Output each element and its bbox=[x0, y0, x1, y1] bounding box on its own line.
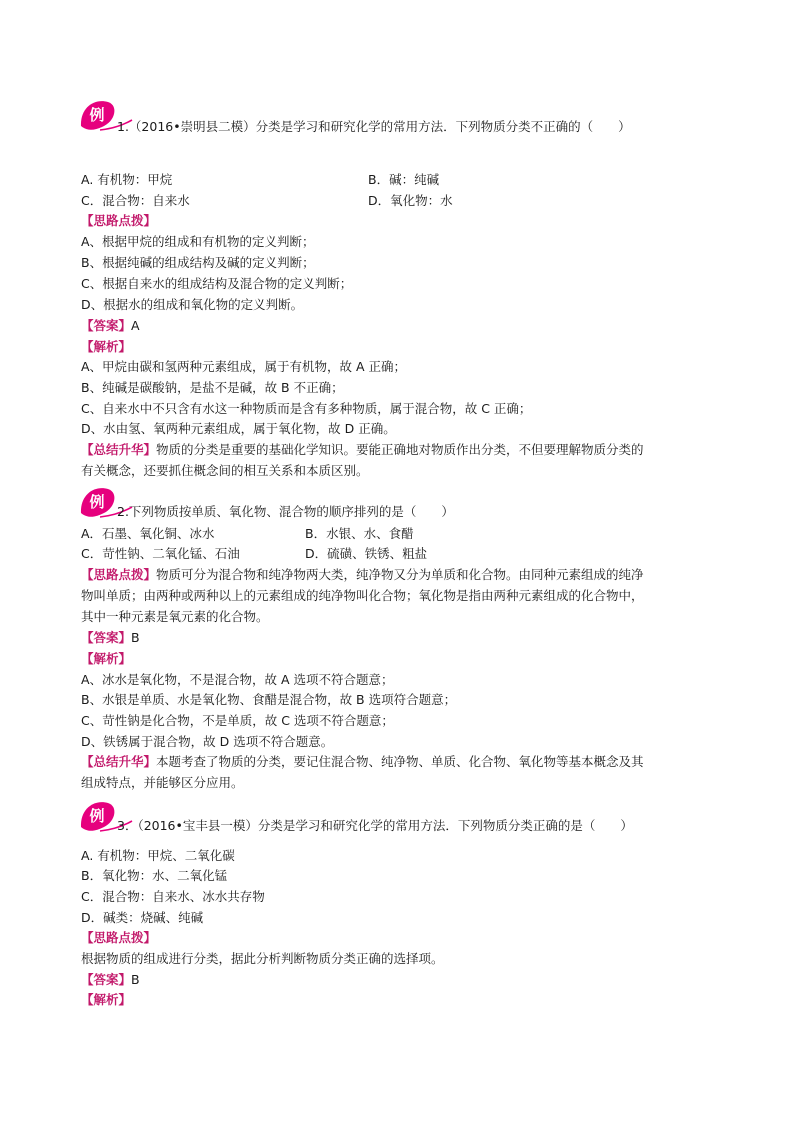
q1-hint-heading bbox=[81, 212, 156, 230]
q3-hint-line: 根据物质的组成进行分类，据此分析判断物质分类正确的选择项。 bbox=[81, 951, 444, 966]
q2-summary: 【总结升华】本题考查了物质的分类，要记住混合物、纯净物、单质、化合物、氧化物等基本概念及其 bbox=[81, 754, 644, 769]
q1-hint-line: B、根据纯碱的组成结构及碱的定义判断； bbox=[81, 255, 315, 270]
summary-tag: 【总结升华】 bbox=[81, 754, 157, 769]
q1-option-b: B．碱：纯碱 bbox=[368, 172, 440, 187]
hint-tag: 【思路点拨】 bbox=[81, 213, 157, 228]
q1-analysis-heading bbox=[81, 338, 131, 356]
q2-option-b: B．水银、水、食醋 bbox=[305, 526, 414, 541]
q1-hint-line: D、根据水的组成和氧化物的定义判断。 bbox=[81, 297, 304, 312]
q3-stem: 3．（2016•宝丰县一模）分类是学习和研究化学的常用方法．下列物质分类正确的是（ ） bbox=[117, 818, 633, 833]
answer-tag: 【答案】 bbox=[81, 630, 132, 645]
hint-tag: 【思路点拨】 bbox=[81, 567, 157, 582]
q2-hint: 【思路点拨】物质可分为混合物和纯净物两大类，纯净物又分为单质和化合物。由同种元素组成的纯净 bbox=[81, 567, 644, 582]
q2-answer bbox=[81, 629, 140, 647]
q1-answer bbox=[81, 317, 140, 335]
q1-option-d: D．氧化物：水 bbox=[368, 193, 453, 208]
q2-hint-cont: 其中一种元素是氧元素的化合物。 bbox=[81, 609, 269, 624]
svg-text:例: 例 bbox=[89, 493, 105, 511]
answer-tag: 【答案】 bbox=[81, 318, 132, 333]
q1-analysis-line: A、甲烷由碳和氢两种元素组成，属于有机物，故 A 正确； bbox=[81, 359, 407, 374]
q1-analysis-line: C、自来水中不只含有水这一种物质而是含有多种物质，属于混合物，故 C 正确； bbox=[81, 401, 532, 416]
q2-analysis-heading bbox=[81, 650, 131, 668]
q1-option-a: A. 有机物：甲烷 bbox=[81, 172, 173, 187]
q1-hint-line: C、根据自来水的组成结构及混合物的定义判断； bbox=[81, 276, 353, 291]
q3-option-c: C．混合物：自来水、冰水共存物 bbox=[81, 889, 265, 904]
q3-option-a: A. 有机物：甲烷、二氧化碳 bbox=[81, 848, 235, 863]
q3-hint-heading bbox=[81, 929, 156, 947]
q1-stem: 1.（2016•崇明县二模）分类是学习和研究化学的常用方法．下列物质分类不正确的（ ） bbox=[117, 119, 631, 134]
q2-analysis-line: B、水银是单质、水是氧化物、食醋是混合物，故 B 选项符合题意； bbox=[81, 692, 457, 707]
q3-answer-value: B bbox=[131, 972, 140, 987]
q3-analysis-heading bbox=[81, 991, 131, 1009]
q2-answer-value: B bbox=[131, 630, 140, 645]
q2-stem: 2.下列物质按单质、氧化物、混合物的顺序排列的是（ ） bbox=[117, 504, 454, 519]
q2-summary-cont: 组成特点，并能够区分应用。 bbox=[81, 775, 244, 790]
svg-text:例: 例 bbox=[89, 807, 105, 825]
q3-option-d: D．碱类：烧碱、纯碱 bbox=[81, 910, 204, 925]
q3-option-b: B．氧化物：水、二氧化锰 bbox=[81, 868, 228, 883]
q2-analysis-line: A、冰水是氧化物，不是混合物，故 A 选项不符合题意； bbox=[81, 672, 394, 687]
q1-hint-line: A、根据甲烷的组成和有机物的定义判断； bbox=[81, 234, 315, 249]
q1-answer-value: A bbox=[131, 318, 140, 333]
hint-tag: 【思路点拨】 bbox=[81, 930, 157, 945]
answer-tag: 【答案】 bbox=[81, 972, 132, 987]
q2-analysis-line: D、铁锈属于混合物，故 D 选项不符合题意。 bbox=[81, 734, 334, 749]
q2-option-d: D．硫磺、铁锈、粗盐 bbox=[305, 546, 428, 561]
q2-hint-cont: 物叫单质；由两种或两种以上的元素组成的纯净物叫化合物；氧化物是指由两种元素组成的化合物中， bbox=[81, 588, 644, 603]
q1-analysis-line: B、纯碱是碳酸钠，是盐不是碱，故 B 不正确； bbox=[81, 380, 344, 395]
q2-option-c: C．苛性钠、二氧化锰、石油 bbox=[81, 546, 240, 561]
q2-analysis-line: C、苛性钠是化合物，不是单质，故 C 选项不符合题意； bbox=[81, 713, 394, 728]
analysis-tag: 【解析】 bbox=[81, 992, 132, 1007]
q1-summary: 【总结升华】物质的分类是重要的基础化学知识。要能正确地对物质作出分类，不但要理解物质分类的 bbox=[81, 442, 644, 457]
svg-text:例: 例 bbox=[89, 106, 105, 124]
analysis-tag: 【解析】 bbox=[81, 339, 132, 354]
summary-tag: 【总结升华】 bbox=[81, 442, 157, 457]
q1-summary-cont: 有关概念，还要抓住概念间的相互关系和本质区别。 bbox=[81, 463, 369, 478]
analysis-tag: 【解析】 bbox=[81, 651, 132, 666]
q3-answer bbox=[81, 971, 140, 989]
q1-option-c: C．混合物：自来水 bbox=[81, 193, 190, 208]
q2-option-a: A．石墨、氧化铜、冰水 bbox=[81, 526, 215, 541]
q1-analysis-line: D、水由氢、氧两种元素组成，属于氧化物，故 D 正确。 bbox=[81, 421, 396, 436]
